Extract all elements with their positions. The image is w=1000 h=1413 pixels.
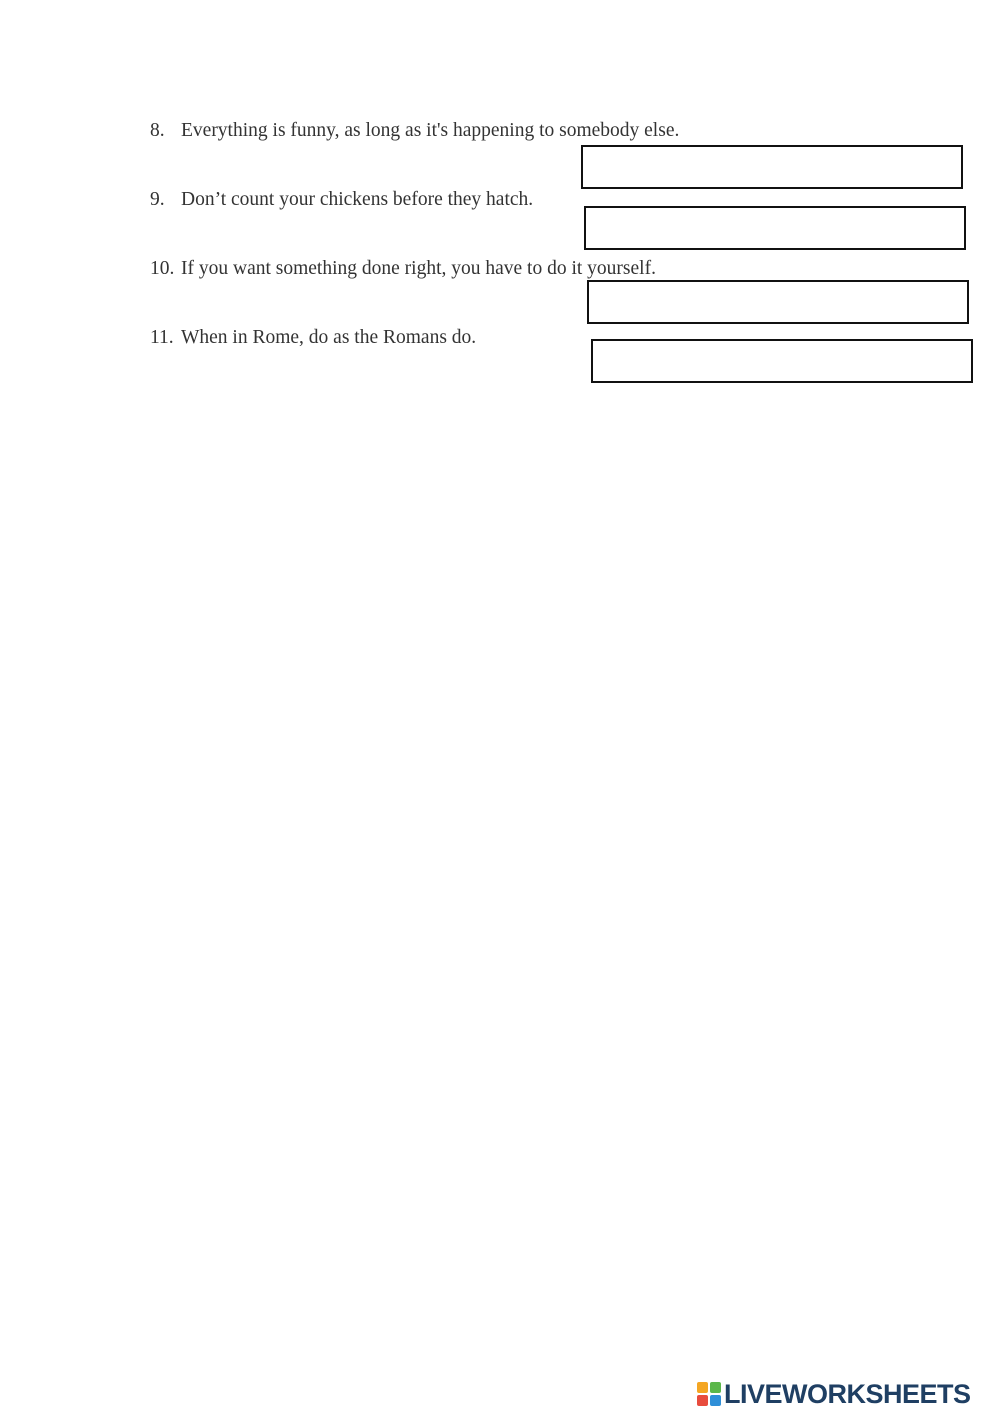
question-text: Don’t count your chickens before they hatch. — [181, 189, 534, 210]
question-number: 11. — [150, 327, 174, 348]
question-number: 10. — [150, 258, 175, 279]
question-text: When in Rome, do as the Romans do. — [181, 327, 477, 348]
logo-square — [710, 1395, 721, 1406]
answer-input-9[interactable] — [584, 206, 966, 250]
question-text: If you want something done right, you have to do it yourself. — [181, 258, 656, 279]
brand-name: LIVEWORKSHEETS — [724, 1378, 971, 1409]
logo-square — [697, 1382, 708, 1393]
question-text: Everything is funny, as long as it's happening to somebody else. — [181, 120, 680, 141]
question-number: 8. — [150, 120, 165, 141]
logo-square — [710, 1382, 721, 1393]
question-11 — [150, 326, 476, 350]
logo-square — [697, 1395, 708, 1406]
question-10 — [150, 257, 656, 281]
answer-input-10[interactable] — [587, 280, 969, 324]
question-9 — [150, 188, 533, 212]
liveworksheets-logo — [697, 1379, 971, 1409]
liveworksheets-logo-icon — [697, 1382, 721, 1406]
answer-input-11[interactable] — [591, 339, 973, 383]
question-8 — [150, 119, 679, 143]
question-number: 9. — [150, 189, 165, 210]
answer-input-8[interactable] — [581, 145, 963, 189]
